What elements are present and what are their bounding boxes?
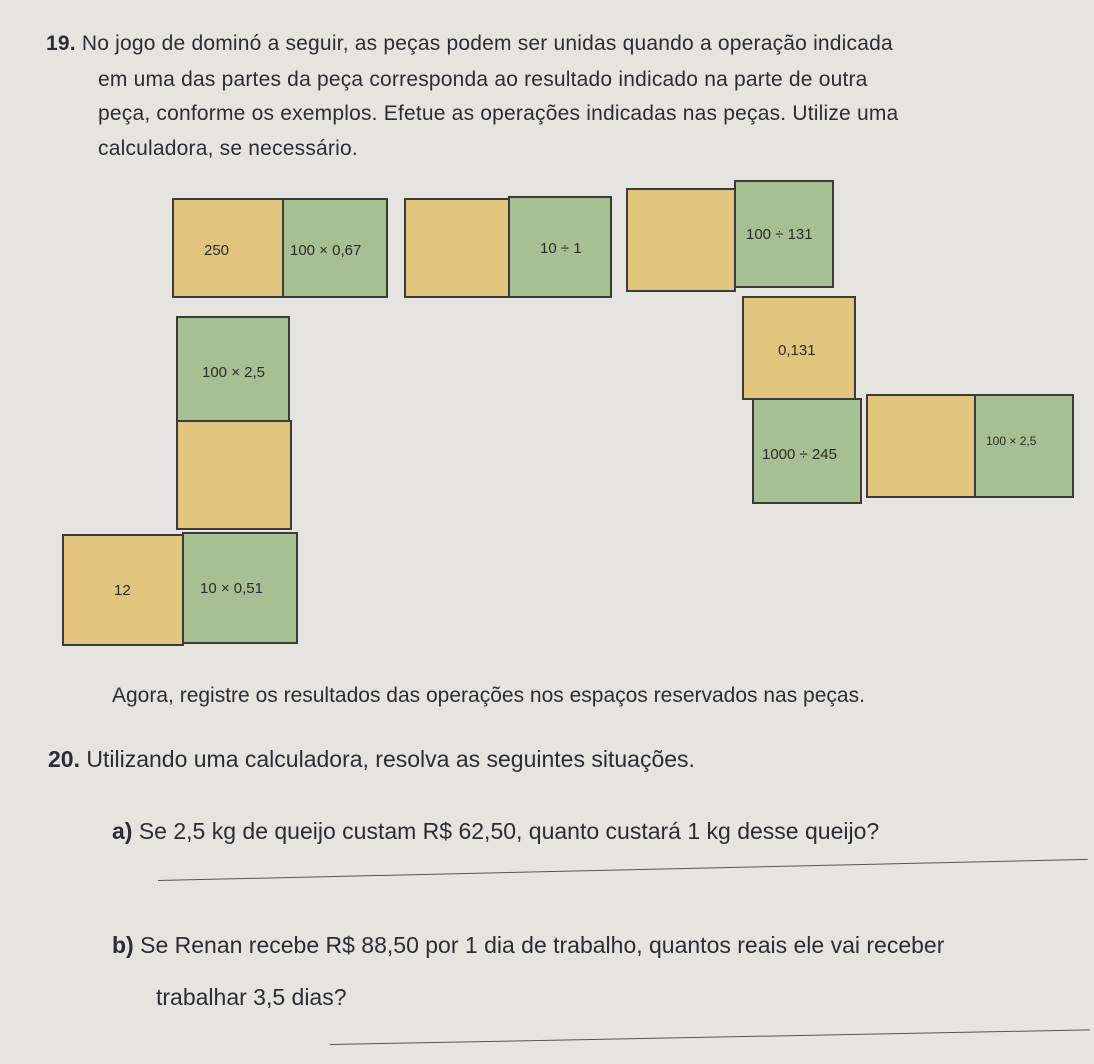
- domino-6-top-label: 100 × 2,5: [202, 364, 265, 381]
- domino-3-right: [734, 180, 834, 288]
- domino-1-left-label: 250: [204, 242, 230, 259]
- q19-line-1: [46, 32, 893, 56]
- q19-line-2: em uma das partes da peça corresponda ao resultado indicado na parte de outra: [98, 68, 868, 91]
- domino-2-right-label: 10 ÷ 1: [540, 240, 582, 257]
- q20-b-text-1: Se Renan recebe R$ 88,50 por 1 dia de trabalho, quantos reais ele vai receber: [140, 932, 945, 958]
- q19-number: 19.: [46, 32, 76, 55]
- domino-4-bottom: [752, 398, 862, 504]
- q19-line-4: calculadora, se necessário.: [98, 137, 358, 160]
- domino-2-right: [508, 196, 612, 298]
- domino-6-bottom: [176, 420, 292, 530]
- domino-7-left-label: 12: [114, 582, 131, 599]
- q20-a-answer-line[interactable]: [158, 859, 1088, 881]
- domino-1-left: [172, 198, 284, 298]
- domino-4-top: [742, 296, 856, 400]
- domino-7-right: [182, 532, 298, 644]
- q20-b-letter: b): [112, 932, 134, 958]
- q20-b-line-1: [112, 932, 944, 959]
- domino-7-left: [62, 534, 184, 646]
- domino-5-left: [866, 394, 976, 498]
- domino-4-bottom-label: 1000 ÷ 245: [762, 446, 837, 463]
- domino-5-right: [974, 394, 1074, 498]
- domino-3-left: [626, 188, 736, 292]
- q20-number: 20.: [48, 746, 80, 772]
- domino-2-left: [404, 198, 510, 298]
- domino-1-right: [282, 198, 388, 298]
- q19-line-3: peça, conforme os exemplos. Efetue as operações indicadas nas peças. Utilize uma: [98, 102, 899, 125]
- q20-b-line-2: trabalhar 3,5 dias?: [156, 984, 347, 1010]
- domino-3-right-label: 100 ÷ 131: [746, 226, 813, 243]
- q20-intro: Utilizando uma calculadora, resolva as seguintes situações.: [86, 746, 695, 772]
- q19-text-1: No jogo de dominó a seguir, as peças podem ser unidas quando a operação indicada: [81, 32, 893, 55]
- q20-a-text: Se 2,5 kg de queijo custam R$ 62,50, quanto custará 1 kg desse queijo?: [138, 818, 880, 844]
- q19-after-text: Agora, registre os resultados das operações nos espaços reservados nas peças.: [112, 684, 865, 707]
- domino-5-right-label: 100 × 2,5: [986, 434, 1037, 448]
- domino-1-right-label: 100 × 0,67: [290, 242, 362, 259]
- q20-a-letter: a): [112, 818, 133, 844]
- domino-4-top-label: 0,131: [778, 342, 816, 359]
- q20-a-line: [112, 818, 879, 845]
- q20-intro-line: [48, 746, 695, 773]
- domino-7-right-label: 10 × 0,51: [200, 580, 263, 597]
- domino-6-top: [176, 316, 290, 422]
- q20-b-answer-line[interactable]: [330, 1029, 1090, 1045]
